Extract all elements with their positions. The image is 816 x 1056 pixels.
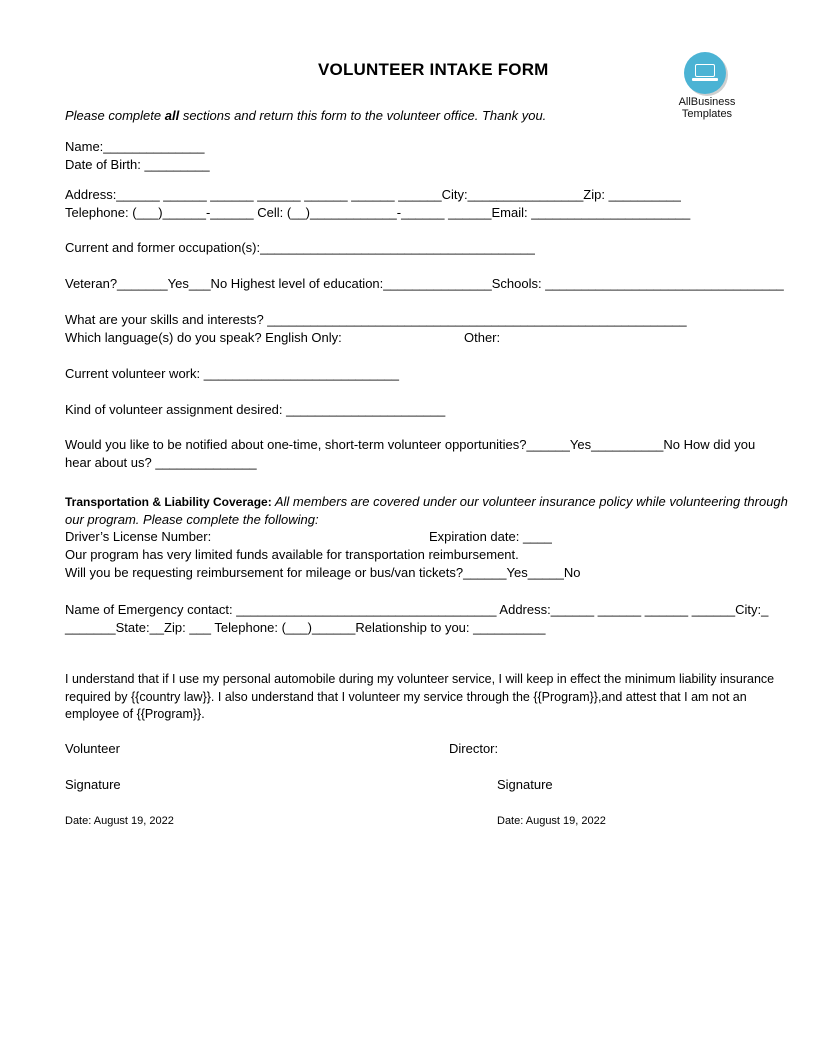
logo-line-1: AllBusiness — [678, 96, 736, 108]
languages-other-field[interactable]: Other: — [464, 330, 501, 345]
intro-before: Please complete — [65, 108, 165, 123]
skills-field[interactable]: What are your skills and interests? __________________________________________________________ — [65, 312, 687, 327]
statement-line-2: required by {{country law}}. I also understand that I volunteer my service through the {{Program}},and attest that I am not an — [65, 690, 747, 704]
signature-right-field[interactable]: Signature — [497, 777, 553, 792]
intro-text — [65, 108, 546, 124]
assignment-field[interactable]: Kind of volunteer assignment desired: ______________________ — [65, 402, 446, 417]
logo-text — [660, 96, 754, 120]
signature-left-field[interactable]: Signature — [65, 777, 121, 792]
laptop-icon — [695, 64, 715, 77]
license-field[interactable]: Driver’s License Number: — [65, 529, 212, 544]
logo-badge — [684, 52, 726, 94]
expiration-field[interactable]: Expiration date: ____ — [429, 529, 552, 544]
intro-bold: all — [164, 108, 180, 123]
page-title: VOLUNTEER INTAKE FORM — [318, 60, 549, 79]
laptop-base-icon — [692, 78, 718, 81]
transport-heading — [65, 494, 788, 510]
transport-bold: Transportation & Liability Coverage: — [65, 495, 272, 509]
languages-field[interactable]: Which language(s) do you speak? English Only: — [65, 330, 342, 345]
address-field[interactable]: Address:______ ______ ______ ______ ______ ______ ______City:________________Zip: __________ — [65, 187, 681, 202]
transport-italic-1: All members are covered under our volunteer insurance policy while volunteering through — [271, 494, 788, 509]
notify-field[interactable]: Would you like to be notified about one-time, short-term volunteer opportunities?______Yes__________No How did you — [65, 437, 756, 452]
telephone-field[interactable]: Telephone: (___)______-______ Cell: (__)____________-______ ______Email: ______________________ — [65, 205, 691, 220]
statement-line-1: I understand that if I use my personal automobile during my volunteer service, I will keep in effect the minimum liability insurance — [65, 672, 775, 686]
current-work-field[interactable]: Current volunteer work: ___________________________ — [65, 366, 399, 381]
logo-line-2: Templates — [681, 108, 733, 120]
dob-field[interactable]: Date of Birth: _________ — [65, 157, 210, 172]
transport-italic-2: our program. Please complete the following: — [65, 512, 319, 527]
veteran-field[interactable]: Veteran?_______Yes___No Highest level of education:_______________Schools: _________________________________ — [65, 276, 784, 291]
name-field[interactable]: Name:______________ — [65, 139, 205, 154]
statement-line-3: employee of {{Program}}. — [65, 707, 205, 721]
emergency-field-2[interactable]: _______State:__Zip: ___ Telephone: (___)______Relationship to you: __________ — [65, 620, 546, 635]
intro-after: sections and return this form to the volunteer office. Thank you. — [179, 108, 547, 123]
occupation-field[interactable]: Current and former occupation(s):______________________________________ — [65, 240, 535, 255]
date-right: Date: August 19, 2022 — [497, 815, 606, 827]
funds-text: Our program has very limited funds available for transportation reimbursement. — [65, 547, 519, 562]
reimburse-field[interactable]: Will you be requesting reimbursement for mileage or bus/van tickets?______Yes_____No — [65, 565, 581, 580]
emergency-field-1[interactable]: Name of Emergency contact: ____________________________________ Address:______ ______ ______ ______City:_ — [65, 602, 769, 617]
hear-field[interactable]: hear about us? ______________ — [65, 455, 257, 470]
volunteer-label: Volunteer — [65, 741, 120, 756]
date-left: Date: August 19, 2022 — [65, 815, 174, 827]
director-label: Director: — [449, 741, 499, 756]
